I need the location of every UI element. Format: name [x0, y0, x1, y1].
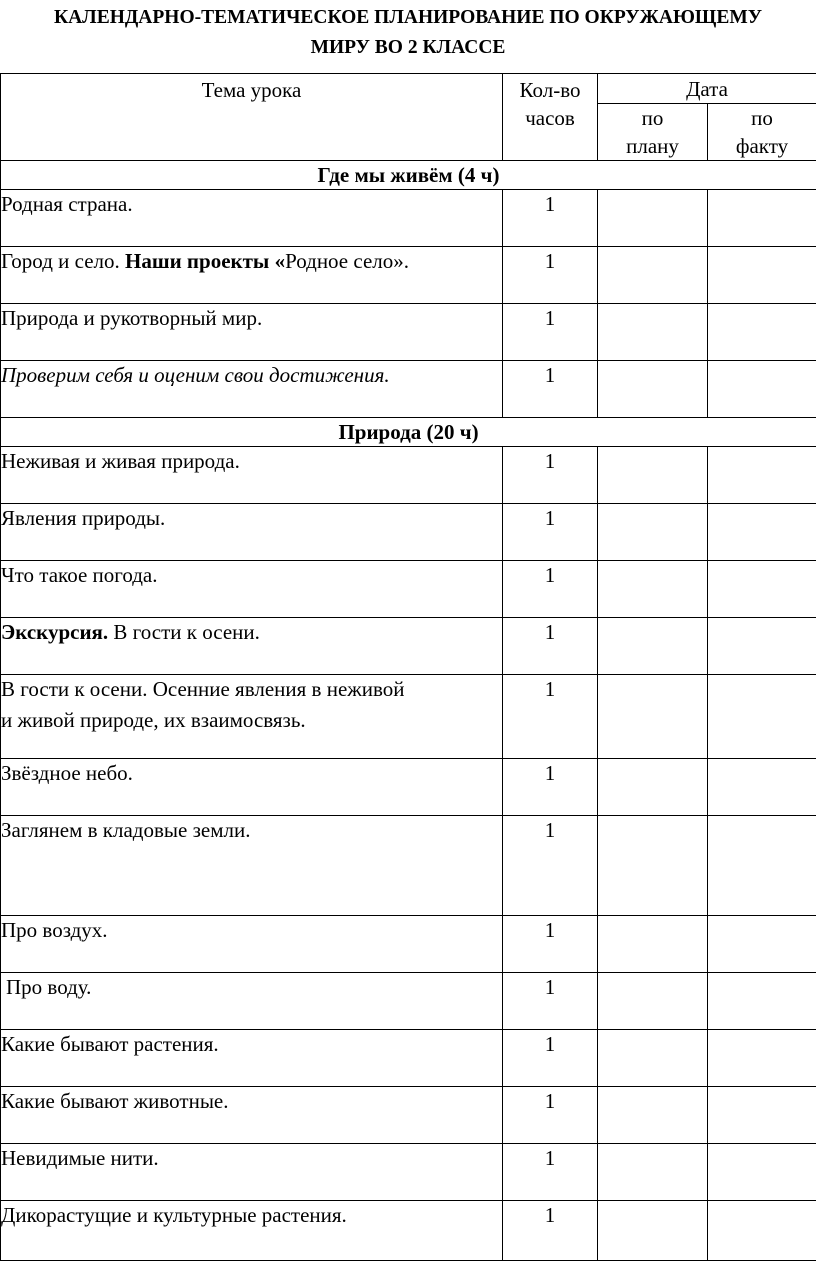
lesson-hours: 1: [503, 561, 598, 618]
lesson-topic-text: Про воду.: [6, 975, 91, 999]
date-plan-cell: [598, 1144, 708, 1201]
header-hours-line-1: Кол-во: [503, 76, 597, 104]
lesson-hours: 1: [503, 247, 598, 304]
lesson-hours: 1: [503, 361, 598, 418]
lesson-topic: Заглянем в кладовые земли.: [1, 816, 503, 916]
table-row: [1, 504, 816, 561]
lesson-topic: Дикорастущие и культурные растения.: [1, 1201, 503, 1261]
header-topic: [1, 74, 503, 161]
lesson-topic: [1, 247, 503, 304]
lesson-hours: 1: [503, 1201, 598, 1261]
lesson-topic-line-1: В гости к осени. Осенние явления в неживой: [1, 675, 502, 703]
table-row: [1, 916, 816, 973]
lesson-topic: Неживая и живая природа.: [1, 447, 503, 504]
lesson-topic: Про воздух.: [1, 916, 503, 973]
lesson-topic-rest: Родное село».: [285, 249, 409, 273]
table-row: [1, 759, 816, 816]
table-row: [1, 618, 816, 675]
table-row: [1, 675, 816, 759]
lesson-topic: Явления природы.: [1, 504, 503, 561]
date-plan-cell: [598, 618, 708, 675]
lesson-topic-bold: Экскурсия.: [1, 620, 108, 644]
table-row: [1, 816, 816, 916]
lesson-topic: Природа и рукотворный мир.: [1, 304, 503, 361]
date-plan-cell: [598, 447, 708, 504]
date-fact-cell: [708, 973, 816, 1030]
table-row: [1, 1030, 816, 1087]
section-title: Природа (20 ч): [1, 418, 816, 447]
header-by-fact-line-2: факту: [708, 132, 816, 160]
table-row: [1, 973, 816, 1030]
section-row: [1, 418, 816, 447]
lesson-hours: 1: [503, 973, 598, 1030]
planning-table: [0, 73, 816, 1261]
header-hours-line-2: часов: [503, 104, 597, 132]
date-plan-cell: [598, 973, 708, 1030]
date-plan-cell: [598, 1030, 708, 1087]
lesson-hours: 1: [503, 190, 598, 247]
header-by-fact: [708, 104, 816, 161]
lesson-topic: [1, 675, 503, 759]
lesson-topic-text: Город и село.: [1, 249, 125, 273]
date-plan-cell: [598, 561, 708, 618]
date-fact-cell: [708, 190, 816, 247]
lesson-topic: [1, 973, 503, 1030]
lesson-topic: Невидимые нити.: [1, 1144, 503, 1201]
lesson-topic: [1, 618, 503, 675]
date-fact-cell: [708, 618, 816, 675]
lesson-hours: 1: [503, 1144, 598, 1201]
lesson-hours: 1: [503, 675, 598, 759]
date-plan-cell: [598, 916, 708, 973]
table-row: [1, 1201, 816, 1261]
document-title: [0, 3, 816, 63]
date-fact-cell: [708, 675, 816, 759]
section-row: [1, 161, 816, 190]
date-fact-cell: [708, 447, 816, 504]
date-fact-cell: [708, 304, 816, 361]
lesson-hours: 1: [503, 759, 598, 816]
lesson-topic: Какие бывают растения.: [1, 1030, 503, 1087]
date-plan-cell: [598, 759, 708, 816]
date-plan-cell: [598, 247, 708, 304]
date-fact-cell: [708, 247, 816, 304]
section-title: Где мы живём (4 ч): [1, 161, 816, 190]
table-row: [1, 1087, 816, 1144]
lesson-topic: Звёздное небо.: [1, 759, 503, 816]
header-hours: [503, 74, 598, 161]
lesson-topic: Что такое погода.: [1, 561, 503, 618]
lesson-topic: Какие бывают животные.: [1, 1087, 503, 1144]
table-row: [1, 247, 816, 304]
document-title-line-2: МИРУ ВО 2 КЛАССЕ: [0, 33, 816, 63]
table-row: [1, 304, 816, 361]
date-plan-cell: [598, 1087, 708, 1144]
date-fact-cell: [708, 1030, 816, 1087]
header-row: [1, 74, 816, 104]
header-date: [598, 74, 816, 104]
lesson-topic: Родная страна.: [1, 190, 503, 247]
date-fact-cell: [708, 759, 816, 816]
date-plan-cell: [598, 361, 708, 418]
table-row: [1, 361, 816, 418]
date-plan-cell: [598, 304, 708, 361]
table-row: [1, 561, 816, 618]
date-plan-cell: [598, 504, 708, 561]
lesson-hours: 1: [503, 1087, 598, 1144]
date-fact-cell: [708, 1087, 816, 1144]
table-row: [1, 447, 816, 504]
date-plan-cell: [598, 675, 708, 759]
date-fact-cell: [708, 1144, 816, 1201]
date-fact-cell: [708, 504, 816, 561]
lesson-topic-bold: Наши проекты «: [125, 249, 285, 273]
lesson-topic: Проверим себя и оценим свои достижения.: [1, 361, 503, 418]
header-by-plan-line-2: плану: [598, 132, 707, 160]
date-fact-cell: [708, 361, 816, 418]
header-by-fact-line-1: по: [708, 104, 816, 132]
lesson-hours: 1: [503, 447, 598, 504]
lesson-hours: 1: [503, 916, 598, 973]
date-plan-cell: [598, 816, 708, 916]
date-plan-cell: [598, 1201, 708, 1261]
lesson-hours: 1: [503, 816, 598, 916]
table-row: [1, 1144, 816, 1201]
lesson-topic-line-2: и живой природе, их взаимосвязь.: [1, 706, 502, 734]
document-title-line-1: КАЛЕНДАРНО-ТЕМАТИЧЕСКОЕ ПЛАНИРОВАНИЕ ПО ОКРУЖАЮЩЕМУ: [0, 3, 816, 33]
header-date-label: Дата: [686, 77, 728, 101]
date-fact-cell: [708, 1201, 816, 1261]
date-fact-cell: [708, 816, 816, 916]
lesson-topic-rest: В гости к осени.: [108, 620, 260, 644]
date-plan-cell: [598, 190, 708, 247]
date-fact-cell: [708, 916, 816, 973]
header-by-plan-line-1: по: [598, 104, 707, 132]
header-topic-label: Тема урока: [202, 78, 302, 102]
lesson-hours: 1: [503, 504, 598, 561]
lesson-hours: 1: [503, 304, 598, 361]
header-by-plan: [598, 104, 708, 161]
date-fact-cell: [708, 561, 816, 618]
lesson-hours: 1: [503, 1030, 598, 1087]
table-row: [1, 190, 816, 247]
lesson-hours: 1: [503, 618, 598, 675]
